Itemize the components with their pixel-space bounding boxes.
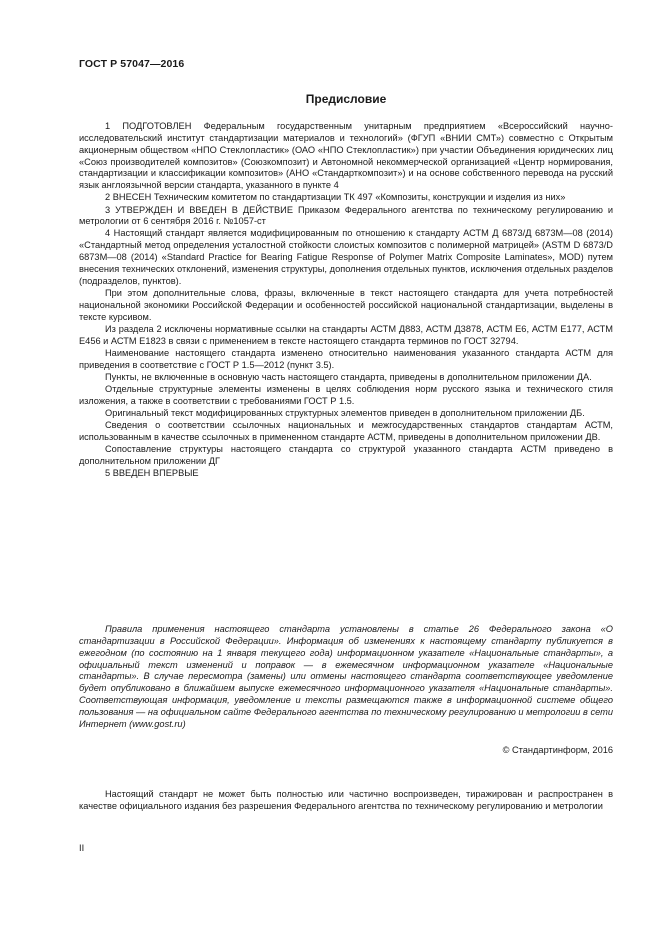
application-rules-notice <box>79 624 613 731</box>
paragraph-modified-standard: 4 Настоящий стандарт является модифицированным по отношению к стандарту АСТМ Д 6873/Д 6873М—08 (2014) «Стандартный метод определения усталостной стойкости слоистых композитов с полимерной матрицей» (ASTM D 6873/D 6873M—08 (2014) «Standard Practice for Bearing Fatigue Response of Polymer Matrix Composite Laminates», MOD) путем внесения технических отклонений, изменения структуры, дополнения отдельных пунктов, исключения отдельных разделов (подразделов, пунктов). <box>79 228 613 286</box>
paragraph-appendix-dg: Сопоставление структуры настоящего стандарта со структурой указанного стандарта АСТМ приведено в дополнительном приложении ДГ <box>79 444 613 466</box>
paragraph-additional-words: При этом дополнительные слова, фразы, включенные в текст настоящего стандарта для учета потребностей национальной экономики Российской Федерации и особенностей российской национальной стандартизации, выделены в тексте курсивом. <box>79 288 613 322</box>
paragraph-approved: 3 УТВЕРЖДЕН И ВВЕДЕН В ДЕЙСТВИЕ Приказом Федерального агентства по техническому регулированию и метрологии от 6 сентября 2016 г. №1057-ст <box>79 204 613 227</box>
paragraph-excluded-references: Из раздела 2 исключены нормативные ссылки на стандарты АСТМ Д883, АСТМ Д3878, АСТМ Е6, АСТМ Е177, АСТМ Е456 и АСТМ Е1823 в связи с применением в тексте настоящего стандарта терминов по ГОСТ 32794. <box>79 323 613 346</box>
paragraph-name-changed: Наименование настоящего стандарта изменено относительно наименования указанного стандарта АСТМ для приведения в соответствие с ГОСТ Р 1.5—2012 (пункт 3.5). <box>79 347 613 370</box>
paragraph-structural-elements: Отдельные структурные элементы изменены в целях соблюдения норм русского языка и технического стиля изложения, а также в соответствии с требованиями ГОСТ Р 1.5. <box>79 383 613 406</box>
reproduction-notice <box>79 789 613 813</box>
copyright-line: © Стандартинформ, 2016 <box>502 745 613 755</box>
paragraph-introduced-first: 5 ВВЕДЕН ВПЕРВЫЕ <box>105 468 199 479</box>
paragraph-appendix-dv: Сведения о соответствии ссылочных национальных и межгосударственных стандартов стандартам АСТМ, использованным в качестве ссылочных в примененном стандарте АСТМ, приведены в дополнительном приложении ДВ. <box>79 420 613 442</box>
page-title: Предисловие <box>305 92 387 106</box>
paragraph-prepared-by: 1 ПОДГОТОВЛЕН Федеральным государственным унитарным предприятием «Всероссийский научно-исследовательский институт стандартизации материалов и технологий» (ФГУП «ВНИИ СМТ») совместно с Открытым акционерным обществом «НПО Стеклопластик» (ОАО «НПО Стеклопластик») при участии Объединения юридических лиц «Союз производителей композитов» (Союзкомпозит) и Автономной некоммерческой организацией «Центр нормирования, стандартизации и классификации композитов» (АНО «Стандарткомпозит») и на основе собственного перевода на русский язык англоязычной версии стандарта, указанного в пункте 4 <box>79 121 613 191</box>
paragraph-appendix-db: Оригинальный текст модифицированных структурных элементов приведен в дополнительном приложении ДБ. <box>105 407 585 418</box>
page-number: II <box>79 843 85 853</box>
paragraph-appendix-da: Пункты, не включенные в основную часть настоящего стандарта, приведены в дополнительном приложении ДА. <box>105 371 592 382</box>
paragraph-submitted-by: 2 ВНЕСЕН Техническим комитетом по стандартизации ТК 497 «Композиты, конструкции и изделия из них» <box>105 192 566 203</box>
reproduction-text: Настоящий стандарт не может быть полностью или частично воспроизведен, тиражирован и распространен в качестве официального издания без разрешения Федерального агентства по техническому регулированию и метрологии <box>79 789 613 811</box>
standard-number-header: ГОСТ Р 57047—2016 <box>79 58 185 70</box>
foreword-body <box>79 121 613 480</box>
notice-text: Правила применения настоящего стандарта установлены в статье 26 Федерального закона «О стандартизации в Российской Федерации». Информация об изменениях к настоящему стандарту публикуется в ежегодном (по состоянию на 1 января текущего года) информационном указателе «Национальные стандарты», а официальный текст изменений и поправок — в ежемесячном информационном указателе «Национальные стандарты». В случае пересмотра (замены) или отмены настоящего стандарта соответствующее уведомление будет опубликовано в ближайшем выпуске ежемесячного информационного указателя «Национальные стандарты». Соответствующая информация, уведомление и тексты размещаются также в информационной системе общего пользования — на официальном сайте Федерального агентства по техническому регулированию и метрологии в сети Интернет (www.gost.ru) <box>79 624 613 729</box>
